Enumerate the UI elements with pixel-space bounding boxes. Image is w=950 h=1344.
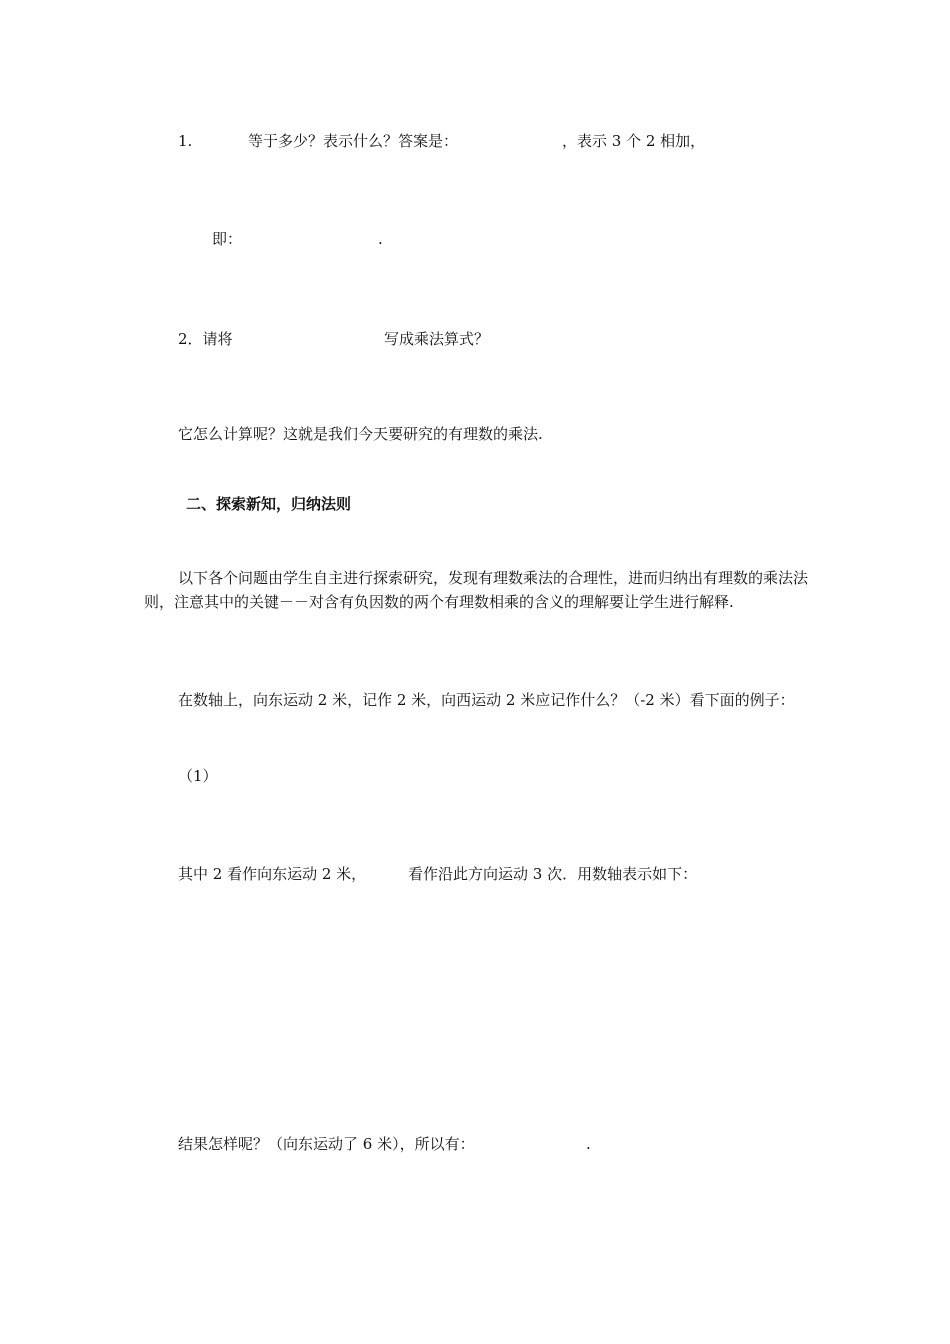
explain-text-a: 其中 2 看作向东运动 2 米， [178,865,367,883]
question-1-text-a: 等于多少？表示什么？答案是： [248,132,459,150]
intro-sentence: 它怎么计算呢？这就是我们今天要研究的有理数的乘法. [178,425,543,443]
section-heading: 二、探索新知，归纳法则 [186,495,352,513]
question-1-text-b: ，表示 3 个 2 相加， [562,132,706,150]
result-period: . [586,1135,591,1153]
question-2-text-a: 2．请将 [178,330,233,348]
number-line-intro: 在数轴上，向东运动 2 米，记作 2 米，向西运动 2 米应记作什么？（-2 米）看下面的例子： [178,691,795,709]
question-1-period: . [378,230,383,248]
example-label: （1） [178,767,218,785]
question-1-ji-label: 即： [212,230,243,248]
result-text: 结果怎样呢？（向东运动了 6 米），所以有： [178,1135,475,1153]
question-2-text-b: 写成乘法算式？ [384,330,490,348]
explain-text-b: 看作沿此方向运动 3 次．用数轴表示如下： [408,865,698,883]
question-1-number: 1. [178,132,193,150]
explanation-paragraph: 以下各个问题由学生自主进行探索研究，发现有理数乘法的合理性，进而归纳出有理数的乘法法则，注意其中的关键－－对含有负因数的两个有理数相乘的含义的理解要让学生进行解释. [144,569,809,611]
